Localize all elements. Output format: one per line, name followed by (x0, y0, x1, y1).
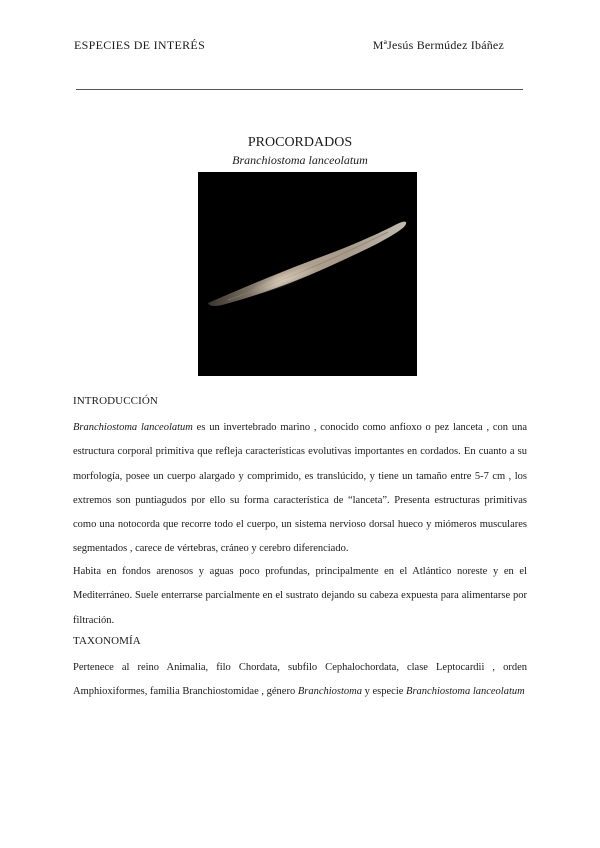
page-subtitle: Branchiostoma lanceolatum (232, 153, 368, 167)
page-title: PROCORDADOS (247, 135, 353, 150)
intro-heading: INTRODUCCIÓN (73, 395, 158, 407)
intro-paragraph-2: Habita en fondos arenosos y aguas poco profundas, principalmente en el Atlántico noreste y en el Mediterráneo. Suele enterrarse parcialmente en el sustrato dejando su cabeza expuesta para alimentarse por filtración. (73, 566, 527, 626)
header-topic: ESPECIES DE INTERÉS (74, 38, 206, 52)
species-name-2: Branchiostoma lanceolatum (406, 686, 525, 698)
lancelet-photo-icon (198, 172, 417, 376)
genus-name: Branchiostoma (297, 686, 362, 698)
lancelet-photo (198, 172, 417, 376)
taxonomy-text-b: y especie (362, 686, 407, 698)
species-name: Branchiostoma lanceolatum (73, 422, 193, 433)
intro-paragraph-1-text: es un invertebrado marino , conocido como anfioxo o pez lanceta , con una estructura corporal primitiva que refleja características evolutivas importantes en cordados. En cuanto a su morfología, posee un cuerpo alargado y comprimido, es translúcido, y tiene un tamaño entre 5-7 cm , los extremos son puntiagudos por ello su forma característica de “lanceta”. Presenta estructuras primitivas como una notocorda que recorre todo el cuerpo, un sistema nervioso dorsal hueco y miómeros musculares segmentados , carece de vértebras, cráneo y cerebro diferenciado. (73, 422, 527, 555)
taxonomy-text-a: Pertenece al reino Animalia, filo Chordata, subfilo Cephalochordata, clase Leptocardii , orden Amphioxiformes, familia Branchiostomidae , género (73, 662, 527, 698)
header-author: MªJesús Bermúdez Ibáñez (372, 38, 504, 52)
intro-paragraph-1 (73, 416, 527, 562)
header-divider (76, 89, 523, 90)
taxonomy-heading: TAXONOMÍA (73, 635, 141, 647)
taxonomy-paragraph (73, 656, 527, 705)
